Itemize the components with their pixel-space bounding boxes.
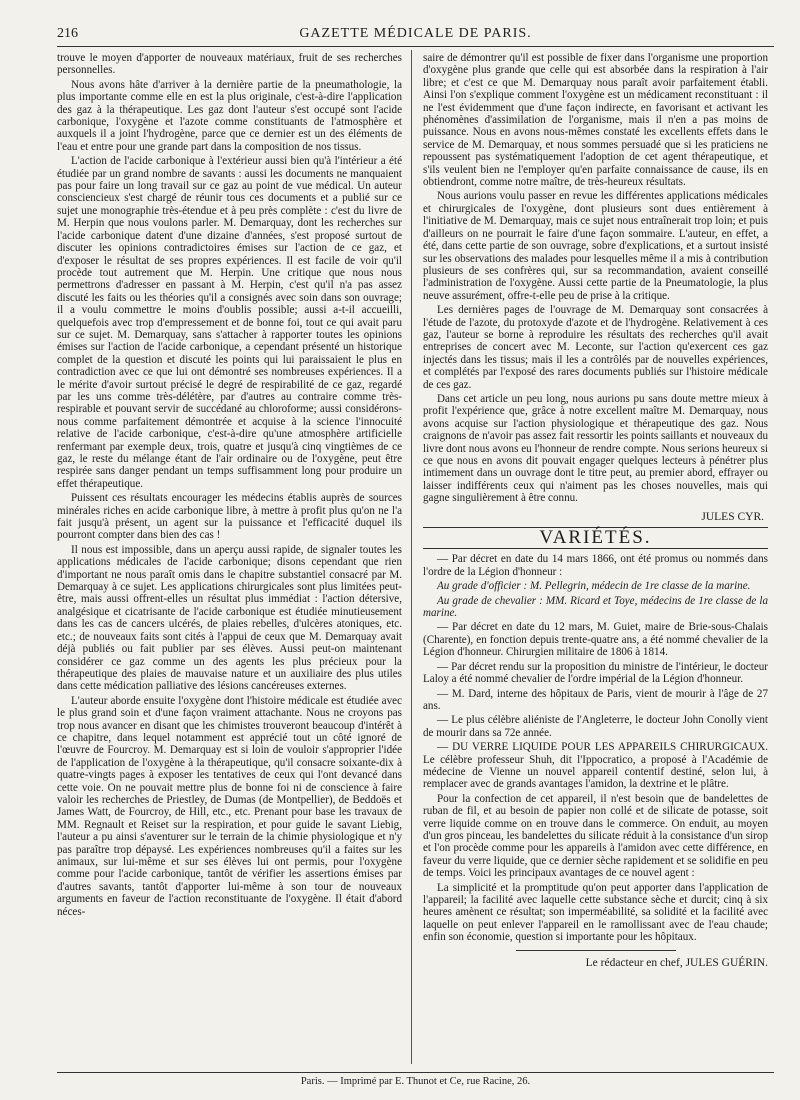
header-rule [57, 46, 774, 47]
paragraph: Nous avons hâte d'arriver à la dernière partie de la pneumathologie, la plus importante comme elle en est la plus originale, c'est-à-dire l'application des gaz à la thérapeutique. Les gaz dont l'auteur s'est occupé sont l'acide carbonique, l'oxygène et l'azote comme constituants de l'atmosphère et auxquels il a joint l'hydrogène, parce que ce dernier est un des éléments de l'eau et entre pour une grande part dans la composition de nos tissus. [57, 78, 402, 153]
section-rule [423, 548, 768, 549]
paragraph: trouve le moyen d'apporter de nouveaux matériaux, fruit de ses recherches personnelles. [57, 52, 402, 77]
page-header [57, 24, 774, 46]
editor-signature: Le rédacteur en chef, JULES GUÉRIN. [585, 956, 768, 969]
news-item: Au grade de chevalier : MM. Ricard et Toye, médecins de 1re classe de la marine. [423, 594, 768, 620]
news-item: — Le plus célèbre aliéniste de l'Angleterre, le docteur John Conolly vient de mourir dans sa 72e année. [423, 714, 768, 739]
news-item: Au grade d'officier : M. Pellegrin, médecin de 1re classe de la marine. [437, 580, 751, 593]
news-item: — DU VERRE LIQUIDE POUR LES APPAREILS CHIRURGICAUX. Le célèbre professeur Shuh, dit l'Ippocratico, a proposé à l'Académie de médecine de Vienne un nouvel appareil contentif destiné, selon lui, à remplacer avec de grands avantages l'amidon, la dextrine et le plâtre. [423, 741, 768, 791]
news-item: — Par décret en date du 12 mars, M. Guiet, maire de Brie-sous-Chalais (Charente), en fonction depuis trente-quatre ans, a été nommé chevalier de la Légion d'honneur. Chirurgien militaire de 1806 à 1814. [423, 621, 768, 659]
section-title: VARIÉTÉS. [539, 527, 652, 549]
page-number: 216 [57, 26, 78, 41]
paragraph: Puissent ces résultats encourager les médecins établis auprès de sources minérales riches en acide carbonique libre, à mettre à profit plus qu'on ne l'a fait jusqu'à présent, un agent sur la puissance et l'efficacité duquel ils pourront compter dans bien des cas ! [57, 492, 402, 542]
author-signature: JULES CYR. [701, 510, 764, 523]
end-rule [516, 950, 676, 951]
paragraph: Les dernières pages de l'ouvrage de M. Demarquay sont consacrées à l'étude de l'azote, du protoxyde d'azote et de l'hydrogène. Relativement à ces gaz, l'auteur se borne à reproduire les résultats des recherches qu'il avait entreprises de concert avec M. Leconte, sur l'action qu'exercent ces gaz injectés dans les tissus; mais il les a contrôlés par de nouvelles expériences, et complétés par l'exposé des rares documents publiés sur l'histoire médicale de ces gaz. [423, 304, 768, 391]
journal-title: GAZETTE MÉDICALE DE PARIS. [299, 26, 532, 41]
news-item: — M. Dard, interne des hôpitaux de Paris, vient de mourir à l'âge de 27 ans. [423, 687, 768, 712]
news-item: — Par décret rendu sur la proposition du ministre de l'intérieur, le docteur Laloy a été nommé chevalier de l'ordre impérial de la Légion d'honneur. [423, 660, 768, 686]
footer-rule [57, 1072, 774, 1073]
paragraph: saire de démontrer qu'il est possible de fixer dans l'organisme une proportion d'oxygène plus grande que celle qui est absorbée dans la respiration à l'air libre; et c'est ce que M. Demarquay nous paraît avoir parfaitement établi. Ainsi l'on s'explique comment l'oxygène est un médicament reconstituant : il ne l'est évidemment que d'une façon indirecte, en favorisant et activant les phénomènes d'assimilation de l'organisme, mais il n'en a pas moins de puissance. Nous en avons nous-mêmes constaté les excellents effets dans le service de M. Demarquay, et nous sommes persuadé que si les praticiens ne repoussent pas systématiquement l'adoption de cet agent thérapeutique, et s'ils veulent bien ne l'employer qu'en parfaite connaissance de cause, ils en obtiendront, comme notre maître, de très-heureux résultats. [423, 52, 768, 189]
paragraph: Il nous est impossible, dans un aperçu aussi rapide, de signaler toutes les applications médicales de l'acide carbonique; disons cependant que rien d'important ne nous paraît omis dans le chapitre substantiel consacré par M. Demarquay à ce sujet. Les applications chirurgicales sont plus limitées peut-être, mais aussi offrent-elles un résultat plus immédiat : l'action détersive, analgésique et cicatrisante de l'acide carbonique est étudiée minutieusement dans les cas de cancers ulcérés, de plaies rebelles, d'ulcères atoniques, etc. etc.; de nouveaux faits sont cités à l'appui de ceux que M. Demarquay avait déjà publiés ou fait publier par ses élèves. Aussi peut-on maintenant considérer ce gaz comme un des agents les plus précieux pour la thérapeutique des plaies de mauvaise nature et un auxiliaire des plus utiles dans cette médication palliative des lésions cancéreuses externes. [57, 543, 402, 693]
printer-footer: Paris. — Imprimé par E. Thunot et Ce, rue Racine, 26. [300, 1076, 531, 1087]
paragraph: Nous aurions voulu passer en revue les différentes applications médicales et chirurgicales de l'oxygène, dont plusieurs sont dues entièrement à l'initiative de M. Demarquay, mais ce sujet nous entraînerait trop loin; et puis d'ailleurs on ne pourrait le faire d'une façon sommaire. L'auteur, en effet, a été, dans cette partie de son ouvrage, sobre d'explications, et a surtout insisté sur les observations des malades pour lesquelles même il a mis à contribution plusieurs de ses confrères qui, sur sa recommandation, avaient conseillé l'administration de l'oxygène. Aussi cette partie de la Pneumatologie, la plus neuve assurément, offre-t-elle peu de prise à la critique. [423, 190, 768, 302]
news-item: Pour la confection de cet appareil, il n'est besoin que de bandelettes de ruban de fil, et au besoin de papier non collé et de silicate de potasse, soit verre liquide comme on en trouve dans le commerce. On enduit, au moyen d'un gros pinceau, les bandelettes du silicate réduit à la consistance d'un sirop et l'on procède comme pour les appareils à l'amidon avec cette différence, en faveur du verre liquide, que ce dernier sèche rapidement et se solidifie en peu de temps. Voici les principaux avantages de ce nouvel agent : [423, 792, 768, 880]
paragraph: L'auteur aborde ensuite l'oxygène dont l'histoire médicale est étudiée avec le plus grand soin et d'une façon vraiment attachante. Nous ne croyons pas trop nous avancer en disant que les chimistes trouveront beaucoup d'intérêt à ce chapitre, dans lequel notamment est apprécié tout un côté ignoré de l'œuvre de Fourcroy. M. Demarquay est si loin de vouloir s'approprier l'idée de l'application de l'oxygène à la thérapeutique, qu'il consacre soixante-dix à quatre-vingts pages à exposer les tentatives de ceux qui l'ont devancé dans cette voie. On ne pouvait mettre plus de bonne foi ni de conscience à faire valoir les recherches de Priestley, de Dumas (de Montpellier), de Beddoës et James Watt, de Fourcroy, de Hill, etc., etc. Prenant pour base les travaux de MM. Regnault et Reiset sur la respiration, et pour guide le savant Liebig, l'auteur a pu ainsi s'aventurer sur le terrain de la chimie physiologique et n'y pas paraître trop dépaysé. Les expériences nombreuses qu'il a faites sur les animaux, sur lui-même et sur ses élèves lui ont permis, pour l'oxygène comme pour l'acide carbonique, tantôt de vérifier les assertions émises par d'autres savants, tantôt d'apporter lui-même à son tour de nouveaux arguments en faveur de l'action reconstituante de l'oxygène. Il était d'abord néces- [57, 694, 402, 918]
news-item: — Par décret en date du 14 mars 1866, ont été promus ou nommés dans l'ordre de la Légion d'honneur : [423, 553, 768, 578]
column-divider [411, 50, 412, 1064]
news-item: La simplicité et la promptitude qu'on peut apporter dans l'application de l'appareil; la facilité avec laquelle cette substance sèche et durcit; cinq à six heures amènent ce résultat; son imperméabilité, sa solidité et la facilité avec laquelle on peut enlever l'appareil en le ramollissant avec de l'eau chaude; enfin son économie, question si importante pour les hôpitaux. [423, 881, 768, 944]
paragraph: L'action de l'acide carbonique à l'extérieur aussi bien qu'à l'intérieur a été étudiée par un grand nombre de savants : aussi les documents ne manquaient pas pour faire un long travail sur ce gaz au point de vue médical. Un auteur consciencieux s'est chargé de réunir tous ces documents et a publié sur ce sujet une monographie très-étendue et à peu près complète : c'est du livre de M. Herpin que nous voulons parler. M. Demarquay, dont les recherches sur l'acide carbonique datent d'une dizaine d'années, s'est proposé surtout de discuter les opinions contradictoires émises sur l'action de ce gaz, et d'exposer le résultat de ses propres expériences. Il est facile de voir qu'il procède tout autrement que M. Herpin. Une critique que nous nous permettrons d'adresser en passant à M. Herpin, c'est qu'il n'a pas assez discuté les faits ou les théories qu'il a consignés avec soin dans son ouvrage; il a voulu commettre le moins d'oublis possible; aussi a-t-il accueilli, quelquefois avec trop d'empressement et de bonne foi, tout ce qui avait paru sur ce sujet. M. Demarquay, sans s'attacher à rapporter toutes les opinions émises sur l'action de l'acide carbonique, a cependant présenté un historique complet de la question et discuté les points qui lui paraissaient le plus en contradiction avec ce que lui ont démontré ses nombreuses expériences. Il a le mérite d'avoir surtout précisé le degré de respirabilité de ce gaz, regardé par les uns comme très-délétère, par d'autres au contraire comme très-respirable et pouvant servir de succédané au chloroforme; aussi considérons-nous comme parfaitement démontrée et acquise à la science l'innocuité relative de l'acide carbonique, c'est-à-dire qu'une atmosphère artificielle renfermant par exemple deux, trois, quatre et jusqu'à cinq vingtièmes de ce gaz, le reste du mélange étant de l'air ordinaire ou de l'oxygène, peut être respirée sans danger pendant un temps suffisamment long pour produire un effet thérapeutique. [57, 155, 402, 490]
paragraph: Dans cet article un peu long, nous aurions pu sans doute mettre mieux à profit l'expérience que, grâce à notre excellent maître M. Demarquay, nous avons acquise sur l'action physiologique et thérapeutique des gaz. Nous craignons de n'avoir pas assez fait ressortir les points saillants et nouveaux du livre dont nous avons eu l'honneur de rendre compte. Nous serions heureux si ce que nous en avons dit pouvait engager quelques lecteurs à pénétrer plus intimement dans un ouvrage dont le titre peut, au premier abord, effrayer ou laisser indifférents ceux qui n'aiment pas les choses nouvelles, mais qui gagne singulièrement à être connu. [423, 392, 768, 505]
left-column [57, 52, 402, 1062]
right-column [423, 52, 768, 1062]
